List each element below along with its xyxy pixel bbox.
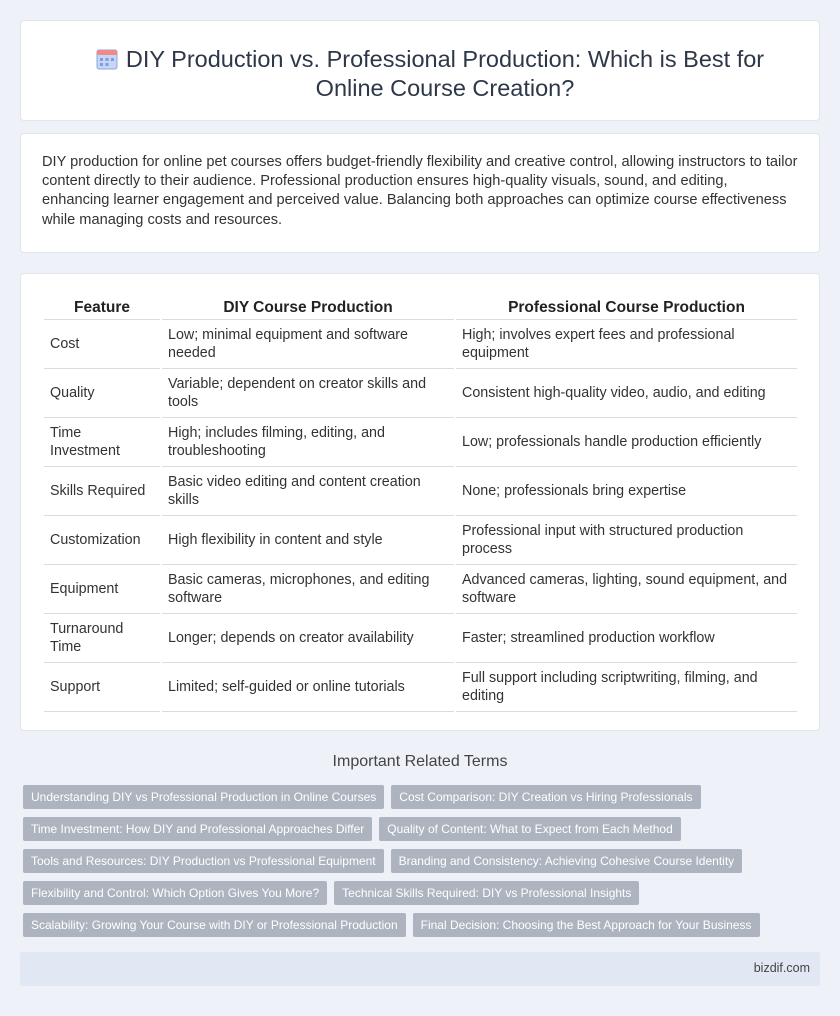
diy-cell: Low; minimal equipment and software needed [162, 320, 454, 369]
page-title: DIY Production vs. Professional Production: Which is Best for Online Course Creation? [125, 46, 765, 101]
professional-cell: Advanced cameras, lighting, sound equipment, and software [456, 565, 797, 614]
feature-cell: Skills Required [44, 467, 160, 516]
diy-cell: Limited; self-guided or online tutorials [162, 663, 454, 712]
table-row [44, 467, 797, 516]
related-term-tag[interactable]: Quality of Content: What to Expect from Each Method [379, 817, 680, 841]
feature-cell: Time Investment [44, 418, 160, 467]
related-term-tag[interactable]: Tools and Resources: DIY Production vs Professional Equipment [23, 849, 384, 873]
related-terms-heading: Important Related Terms [332, 753, 508, 770]
related-terms-list [23, 785, 823, 945]
professional-cell: Professional input with structured production process [456, 516, 797, 565]
header-diy: DIY Course Production [162, 295, 454, 320]
diy-cell: Basic video editing and content creation skills [162, 467, 454, 516]
tag-row [23, 785, 823, 809]
professional-cell: Faster; streamlined production workflow [456, 614, 797, 663]
related-term-tag[interactable]: Time Investment: How DIY and Professional Approaches Differ [23, 817, 372, 841]
related-term-tag[interactable]: Cost Comparison: DIY Creation vs Hiring Professionals [391, 785, 700, 809]
professional-cell: Consistent high-quality video, audio, and editing [456, 369, 797, 418]
table-row [44, 418, 797, 467]
comparison-table [42, 295, 799, 712]
feature-cell: Quality [44, 369, 160, 418]
table-row [44, 614, 797, 663]
professional-cell: Full support including scriptwriting, filming, and editing [456, 663, 797, 712]
header-feature: Feature [44, 295, 160, 320]
related-term-tag[interactable]: Flexibility and Control: Which Option Gives You More? [23, 881, 327, 905]
table-row [44, 516, 797, 565]
table-row [44, 369, 797, 418]
related-term-tag[interactable]: Understanding DIY vs Professional Production in Online Courses [23, 785, 384, 809]
table-row [44, 565, 797, 614]
header-professional: Professional Course Production [456, 295, 797, 320]
related-term-tag[interactable]: Branding and Consistency: Achieving Cohesive Course Identity [391, 849, 743, 873]
diy-cell: Basic cameras, microphones, and editing software [162, 565, 454, 614]
tag-row [23, 881, 823, 905]
feature-cell: Turnaround Time [44, 614, 160, 663]
table-row [44, 320, 797, 369]
tag-row [23, 817, 823, 841]
related-term-tag[interactable]: Scalability: Growing Your Course with DIY or Professional Production [23, 913, 406, 937]
feature-cell: Equipment [44, 565, 160, 614]
tag-row [23, 849, 823, 873]
feature-cell: Support [44, 663, 160, 712]
intro-paragraph: DIY production for online pet courses offers budget-friendly flexibility and creative control, allowing instructors to tailor content directly to their audience. Professional production ensures high-quality visuals, sound, and editing, enhancing learner engagement and perceived value. Balancing both approaches can optimize course effectiveness while managing costs and resources. [42, 154, 798, 228]
related-term-tag[interactable]: Final Decision: Choosing the Best Approach for Your Business [413, 913, 760, 937]
title-card [20, 20, 820, 121]
diy-cell: Longer; depends on creator availability [162, 614, 454, 663]
professional-cell: High; involves expert fees and professional equipment [456, 320, 797, 369]
feature-cell: Customization [44, 516, 160, 565]
intro-card [20, 133, 820, 253]
related-term-tag[interactable]: Technical Skills Required: DIY vs Professional Insights [334, 881, 639, 905]
table-row [44, 663, 797, 712]
diy-cell: Variable; dependent on creator skills and tools [162, 369, 454, 418]
comparison-card [20, 273, 820, 731]
tag-row [23, 913, 823, 937]
footer [20, 952, 820, 986]
feature-cell: Cost [44, 320, 160, 369]
professional-cell: Low; professionals handle production efficiently [456, 418, 797, 467]
professional-cell: None; professionals bring expertise [456, 467, 797, 516]
diy-cell: High flexibility in content and style [162, 516, 454, 565]
diy-cell: High; includes filming, editing, and troubleshooting [162, 418, 454, 467]
site-link[interactable]: bizdif.com [753, 961, 810, 975]
table-header-row [44, 295, 797, 320]
